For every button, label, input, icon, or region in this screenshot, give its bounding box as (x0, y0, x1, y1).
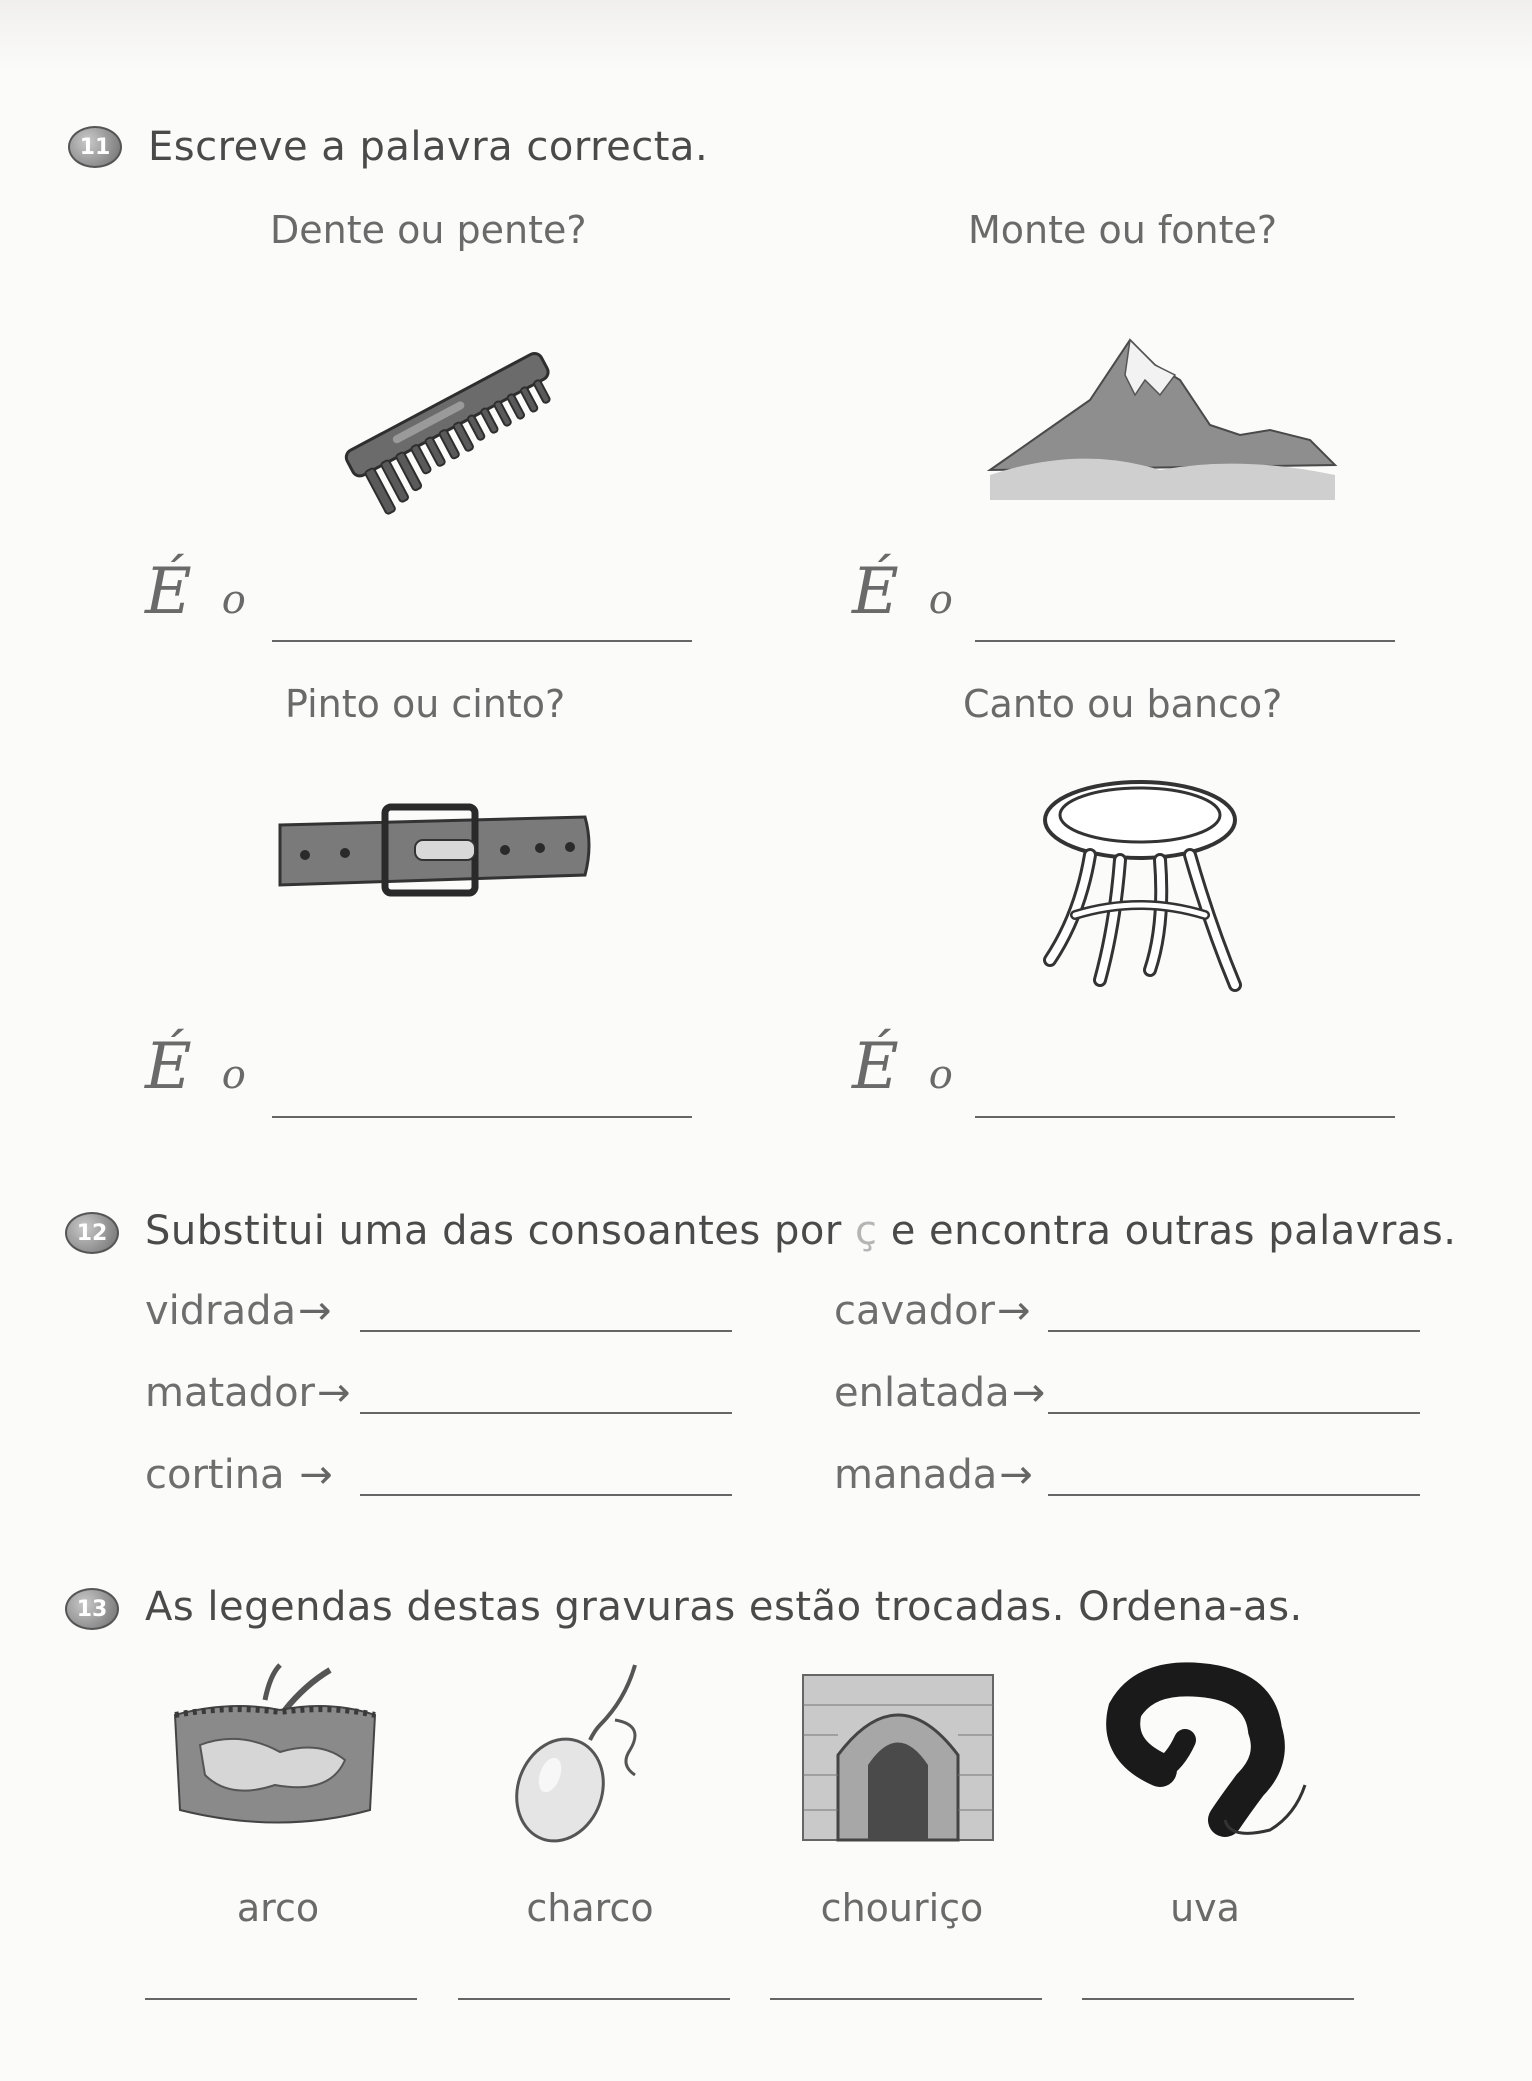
word-row-left-3 (145, 1452, 333, 1498)
answer-prompt-2 (852, 555, 953, 629)
arrow-icon: → (298, 1288, 332, 1334)
answer-line-1[interactable] (272, 640, 692, 642)
word-answer-line-left-1[interactable] (360, 1330, 732, 1332)
belt-icon (275, 795, 595, 905)
word-cavador: cavador (834, 1288, 995, 1334)
word-vidrada: vidrada (145, 1288, 297, 1334)
word-cortina: cortina (145, 1452, 285, 1498)
exercise-13-title: As legendas destas gravuras estão trocadas. Ordena-as. (145, 1584, 1303, 1630)
caption-charco: charco (526, 1886, 654, 1930)
caption-arco: arco (236, 1886, 320, 1930)
sausage-icon (1100, 1670, 1310, 1845)
answer-prompt-1 (145, 555, 246, 629)
page-top-shadow (0, 0, 1532, 70)
arrow-icon: → (1011, 1370, 1046, 1416)
answer-line-3[interactable] (272, 1116, 692, 1118)
exercise-12-title (145, 1208, 1456, 1254)
answer-prompt-4-big: É (852, 1030, 899, 1104)
exercise-13-number: 13 (65, 1588, 119, 1630)
question-dente-pente: Dente ou pente? (270, 208, 587, 252)
caption-answer-line-4[interactable] (1082, 1998, 1354, 2000)
mountain-icon (980, 325, 1340, 505)
question-pinto-cinto: Pinto ou cinto? (285, 682, 566, 726)
word-matador: matador (145, 1370, 315, 1416)
word-answer-line-left-3[interactable] (360, 1494, 732, 1496)
caption-answer-line-3[interactable] (770, 1998, 1042, 2000)
word-row-left-2 (145, 1370, 351, 1416)
arrow-icon: → (999, 1452, 1033, 1498)
answer-prompt-3-big: É (145, 1030, 192, 1104)
exercise-12-number: 12 (65, 1212, 119, 1254)
word-answer-line-right-1[interactable] (1048, 1330, 1420, 1332)
arch-icon (798, 1665, 998, 1845)
arrow-icon: → (299, 1452, 333, 1498)
word-row-left-1 (145, 1288, 332, 1334)
word-manada: manada (834, 1452, 998, 1498)
caption-uva: uva (1170, 1886, 1240, 1930)
comb-icon (330, 320, 570, 520)
exercise-11-title: Escreve a palavra correcta. (148, 124, 709, 170)
stool-icon (1035, 775, 1255, 1005)
word-enlatada: enlatada (834, 1370, 1010, 1416)
answer-prompt-2-small: o (928, 577, 953, 623)
arrow-icon: → (316, 1370, 351, 1416)
answer-prompt-3-small: o (221, 1052, 246, 1098)
exercise-12-title-letter: ç (855, 1208, 878, 1254)
arrow-icon: → (997, 1288, 1031, 1334)
word-row-right-3 (834, 1452, 1033, 1498)
exercise-12-title-after: e encontra outras palavras. (890, 1208, 1457, 1254)
word-row-right-1 (834, 1288, 1031, 1334)
answer-line-4[interactable] (975, 1116, 1395, 1118)
answer-prompt-4-small: o (928, 1052, 953, 1098)
caption-answer-line-1[interactable] (145, 1998, 417, 2000)
answer-prompt-4 (852, 1030, 953, 1104)
answer-line-2[interactable] (975, 640, 1395, 642)
exercise-12-title-before: Substitui uma das consoantes por (145, 1208, 842, 1254)
exercise-11-number: 11 (68, 126, 122, 168)
answer-prompt-3 (145, 1030, 246, 1104)
word-answer-line-right-3[interactable] (1048, 1494, 1420, 1496)
puddle-icon (170, 1660, 380, 1835)
question-monte-fonte: Monte ou fonte? (968, 208, 1278, 252)
question-canto-banco: Canto ou banco? (963, 682, 1283, 726)
word-answer-line-right-2[interactable] (1048, 1412, 1420, 1414)
grape-icon (505, 1660, 675, 1845)
word-row-right-2 (834, 1370, 1045, 1416)
answer-prompt-1-big: É (145, 555, 192, 629)
answer-prompt-1-small: o (221, 577, 246, 623)
caption-answer-line-2[interactable] (458, 1998, 730, 2000)
answer-prompt-2-big: É (852, 555, 899, 629)
word-answer-line-left-2[interactable] (360, 1412, 732, 1414)
caption-chourico: chouriço (820, 1886, 984, 1930)
